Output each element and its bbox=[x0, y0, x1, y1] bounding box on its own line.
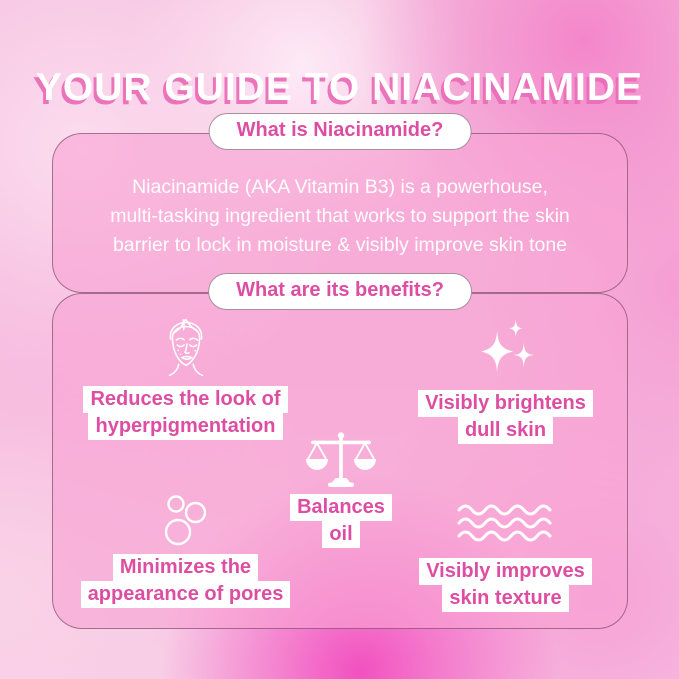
page-title: YOUR GUIDE TO NIACINAMIDE bbox=[35, 66, 644, 110]
benefit-label-line: Visibly improves bbox=[419, 558, 592, 585]
benefit-texture bbox=[383, 488, 628, 612]
benefit-label-line: Balances bbox=[290, 494, 392, 521]
benefit-label bbox=[81, 554, 291, 608]
benefit-label bbox=[419, 558, 592, 612]
description-line: multi-tasking ingredient that works to support the skin bbox=[110, 205, 570, 227]
pores-circles-icon bbox=[161, 488, 211, 548]
benefit-label-line: skin texture bbox=[442, 585, 568, 612]
benefit-hyperpigmentation bbox=[63, 308, 308, 440]
benefits-panel bbox=[52, 279, 628, 629]
sparkles-icon bbox=[474, 308, 538, 384]
benefit-label-line: dull skin bbox=[458, 417, 553, 444]
what-is-heading-pill bbox=[209, 113, 472, 150]
benefit-label-line: Visibly brightens bbox=[418, 390, 593, 417]
balance-scale-icon bbox=[302, 430, 380, 488]
face-icon bbox=[157, 308, 215, 380]
waves-icon bbox=[455, 488, 557, 552]
benefit-brightens bbox=[383, 308, 628, 444]
what-is-panel bbox=[52, 119, 628, 293]
benefit-label-line: appearance of pores bbox=[81, 581, 291, 608]
benefit-pores bbox=[63, 488, 308, 608]
benefits-heading-pill bbox=[208, 273, 472, 310]
benefit-label-line: Reduces the look of bbox=[83, 386, 287, 413]
what-is-heading-label: What is Niacinamide? bbox=[236, 119, 444, 141]
benefit-label-line: Minimizes the bbox=[113, 554, 258, 581]
benefit-label-line: hyperpigmentation bbox=[88, 413, 282, 440]
benefit-label-line: oil bbox=[322, 521, 359, 548]
description-line: Niacinamide (AKA Vitamin B3) is a powerhouse, bbox=[132, 176, 548, 198]
description-line: barrier to lock in moisture & visibly improve skin tone bbox=[112, 234, 568, 256]
what-is-description bbox=[71, 173, 609, 260]
benefits-heading-label: What are its benefits? bbox=[236, 279, 444, 301]
